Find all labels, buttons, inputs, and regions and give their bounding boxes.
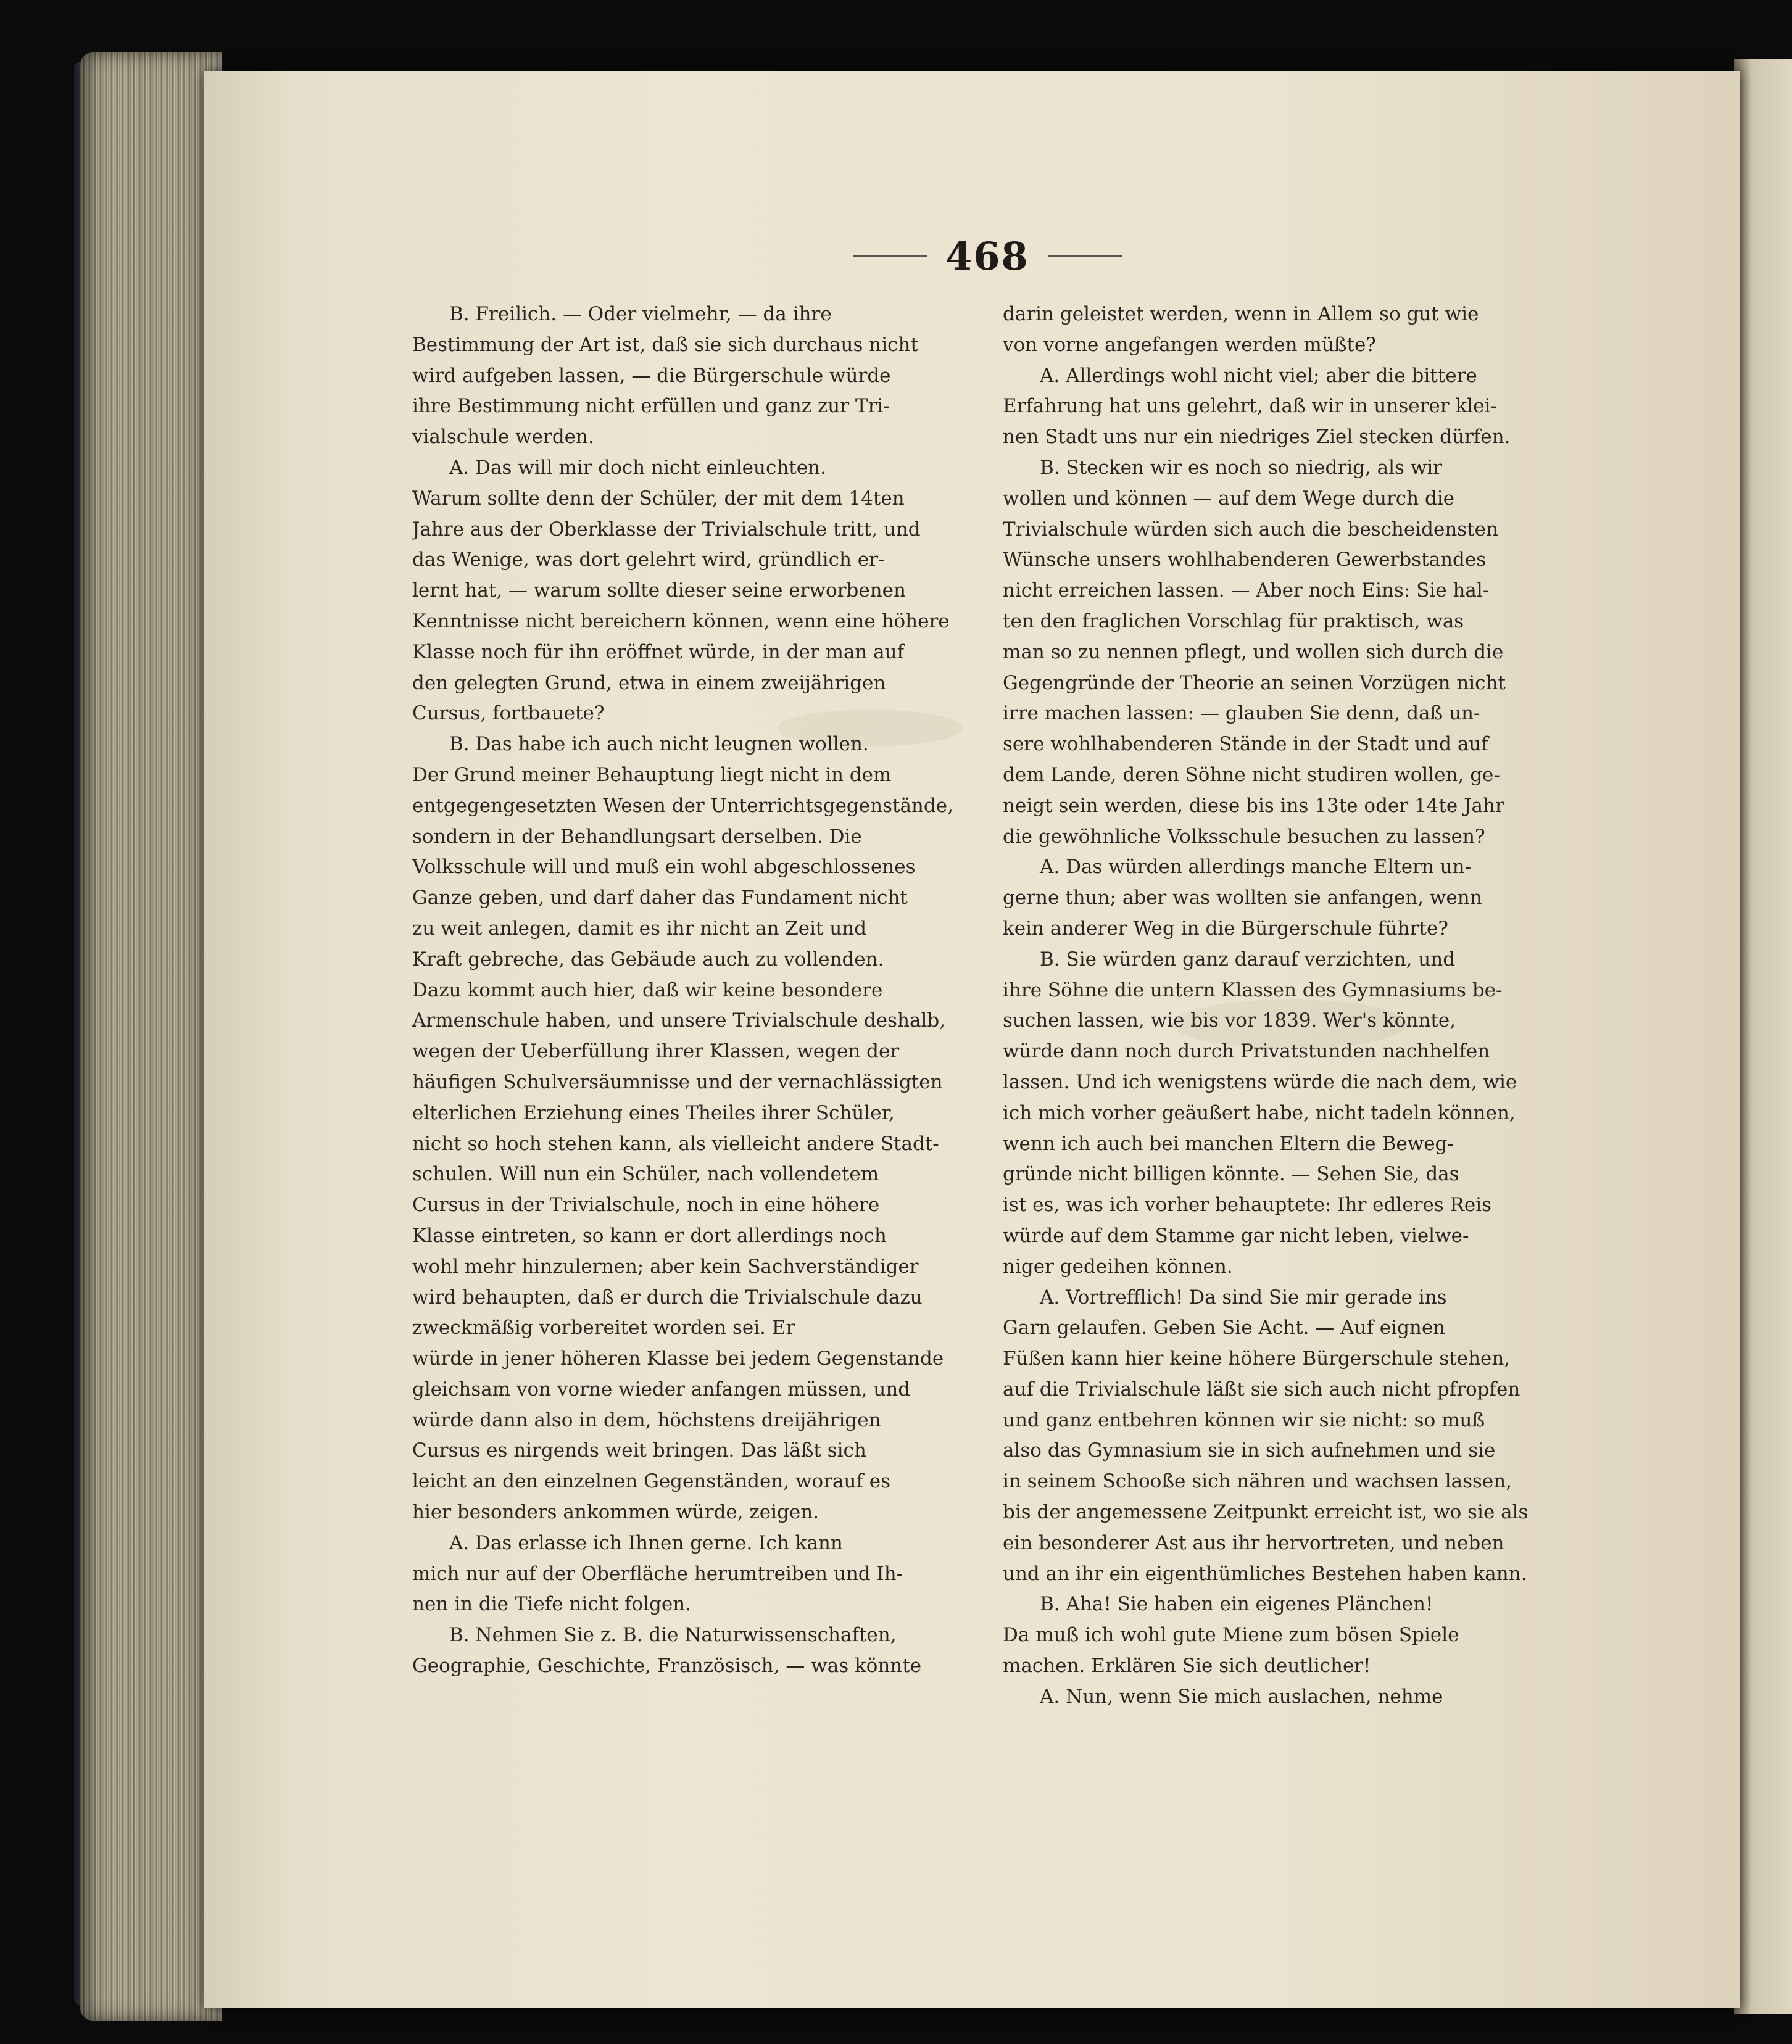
- text-line: wird aufgeben lassen, — die Bürgerschule würde: [412, 364, 891, 387]
- text-line: B. Nehmen Sie z. B. die Naturwissenschaften,: [449, 1624, 897, 1647]
- text-line: schulen. Will nun ein Schüler, nach vollendetem: [412, 1163, 879, 1186]
- text-line: Trivialschule würden sich auch die bescheidensten: [1003, 518, 1498, 540]
- text-line: das Wenige, was dort gelehrt wird, gründlich er-: [412, 548, 885, 571]
- text-line: den gelegten Grund, etwa in einem zweijährigen: [412, 671, 886, 694]
- text-line: Cursus es nirgends weit bringen. Das läßt sich: [412, 1439, 866, 1462]
- text-line: lernt hat, — warum sollte dieser seine erworbenen: [412, 579, 906, 602]
- facing-page-edge: [1734, 59, 1792, 2014]
- text-line: man so zu nennen pflegt, und wollen sich durch die: [1003, 640, 1504, 663]
- text-line: Der Grund meiner Behauptung liegt nicht in dem: [412, 763, 892, 786]
- text-line: Garn gelaufen. Geben Sie Acht. — Auf eignen: [1003, 1317, 1446, 1339]
- text-line: kein anderer Weg in die Bürgerschule führte?: [1003, 917, 1448, 940]
- text-line: suchen lassen, wie bis vor 1839. Wer's könnte,: [1003, 1009, 1456, 1032]
- text-line: A. Nun, wenn Sie mich auslachen, nehme: [1040, 1685, 1443, 1708]
- text-line: hier besonders ankommen würde, zeigen.: [412, 1501, 819, 1524]
- text-line: Füßen kann hier keine höhere Bürgerschule stehen,: [1003, 1347, 1511, 1370]
- text-line: Cursus in der Trivialschule, noch in eine höhere: [412, 1194, 880, 1217]
- text-line: gleichsam von vorne wieder anfangen müssen, und: [412, 1378, 911, 1401]
- page-header: [827, 231, 1148, 281]
- text-line: von vorne angefangen werden müßte?: [1003, 333, 1376, 356]
- text-line: zweckmäßig vorbereitet worden sei. Er: [412, 1317, 795, 1339]
- text-line: würde dann noch durch Privatstunden nachhelfen: [1003, 1040, 1490, 1063]
- text-line: die gewöhnliche Volksschule besuchen zu lassen?: [1003, 825, 1485, 848]
- text-line: also das Gymnasium sie in sich aufnehmen und sie: [1003, 1439, 1496, 1462]
- right-text-column: [1003, 299, 1555, 1713]
- text-line: gründe nicht billigen könnte. — Sehen Sie, das: [1003, 1163, 1459, 1186]
- page-stack-edge: [80, 52, 222, 2021]
- text-line: mich nur auf der Oberfläche herumtreiben und Ih-: [412, 1562, 903, 1585]
- text-line: irre machen lassen: — glauben Sie denn, daß un-: [1003, 702, 1480, 725]
- text-line: Kenntnisse nicht bereichern können, wenn eine höhere: [412, 610, 950, 632]
- text-line: würde auf dem Stamme gar nicht leben, vielwe-: [1003, 1224, 1469, 1247]
- text-line: ihre Bestimmung nicht erfüllen und ganz zur Tri-: [412, 395, 890, 418]
- text-line: in seinem Schooße sich nähren und wachsen lassen,: [1003, 1470, 1512, 1493]
- text-line: nen Stadt uns nur ein niedriges Ziel stecken dürfen.: [1003, 426, 1511, 449]
- text-line: leicht an den einzelnen Gegenständen, worauf es: [412, 1470, 891, 1493]
- text-line: ihre Söhne die untern Klassen des Gymnasiums be-: [1003, 979, 1503, 1001]
- text-line: wollen und können — auf dem Wege durch die: [1003, 487, 1455, 510]
- text-line: auf die Trivialschule läßt sie sich auch nicht pfropfen: [1003, 1378, 1520, 1401]
- text-line: Klasse noch für ihn eröffnet würde, in der man auf: [412, 640, 905, 663]
- text-line: wegen der Ueberfüllung ihrer Klassen, wegen der: [412, 1040, 900, 1063]
- text-line: Kraft gebreche, das Gebäude auch zu vollenden.: [412, 948, 884, 970]
- text-line: Cursus, fortbauete?: [412, 702, 605, 725]
- text-line: Warum sollte denn der Schüler, der mit dem 14ten: [412, 487, 905, 510]
- text-line: zu weit anlegen, damit es ihr nicht an Zeit und: [412, 917, 867, 940]
- text-line: Wünsche unsers wohlhabenderen Gewerbstandes: [1003, 548, 1487, 571]
- text-line: Ganze geben, und darf daher das Fundament nicht: [412, 887, 908, 909]
- text-line: Volksschule will und muß ein wohl abgeschlossenes: [412, 856, 916, 879]
- text-line: darin geleistet werden, wenn in Allem so gut wie: [1003, 303, 1479, 325]
- text-line: ist es, was ich vorher behauptete: Ihr edleres Reis: [1003, 1194, 1492, 1217]
- text-line: vialschule werden.: [412, 426, 594, 449]
- text-line: Armenschule haben, und unsere Trivialschule deshalb,: [412, 1009, 946, 1032]
- left-text-column: [412, 299, 968, 1682]
- text-line: wird behaupten, daß er durch die Trivialschule dazu: [412, 1286, 923, 1309]
- text-line: Gegengründe der Theorie an seinen Vorzügen nicht: [1003, 671, 1506, 694]
- text-line: elterlichen Erziehung eines Theiles ihrer Schüler,: [412, 1101, 895, 1124]
- text-line: dem Lande, deren Söhne nicht studiren wollen, ge-: [1003, 763, 1500, 786]
- text-line: sere wohlhabenderen Stände in der Stadt und auf: [1003, 733, 1488, 756]
- text-line: Dazu kommt auch hier, daß wir keine besondere: [412, 979, 883, 1001]
- text-line: neigt sein werden, diese bis ins 13te oder 14te Jahr: [1003, 794, 1504, 817]
- text-line: A. Allerdings wohl nicht viel; aber die bittere: [1040, 364, 1477, 387]
- text-line: nen in die Tiefe nicht folgen.: [412, 1593, 692, 1616]
- text-line: B. Freilich. — Oder vielmehr, — da ihre: [449, 303, 832, 325]
- text-line: ein besonderer Ast aus ihr hervortreten, und neben: [1003, 1531, 1504, 1554]
- text-line: Klasse eintreten, so kann er dort allerdings noch: [412, 1224, 887, 1247]
- text-line: und ganz entbehren können wir sie nicht: so muß: [1003, 1409, 1485, 1431]
- text-line: A. Das will mir doch nicht einleuchten.: [449, 456, 826, 479]
- text-line: A. Das würden allerdings manche Eltern un-: [1040, 856, 1472, 879]
- page-number: 468: [945, 233, 1029, 279]
- text-line: gerne thun; aber was wollten sie anfangen, wenn: [1003, 887, 1482, 909]
- text-line: B. Sie würden ganz darauf verzichten, und: [1040, 948, 1456, 970]
- text-line: B. Aha! Sie haben ein eigenes Plänchen!: [1040, 1593, 1433, 1616]
- header-rule-right: [1048, 255, 1122, 257]
- text-line: ich mich vorher geäußert habe, nicht tadeln können,: [1003, 1101, 1516, 1124]
- text-line: Da muß ich wohl gute Miene zum bösen Spiele: [1003, 1624, 1459, 1647]
- text-line: Erfahrung hat uns gelehrt, daß wir in unserer klei-: [1003, 395, 1497, 418]
- text-line: häufigen Schulversäumnisse und der vernachlässigten: [412, 1070, 943, 1093]
- text-line: und an ihr ein eigenthümliches Bestehen haben kann.: [1003, 1562, 1527, 1585]
- text-line: Bestimmung der Art ist, daß sie sich durchaus nicht: [412, 333, 918, 356]
- text-line: ten den fraglichen Vorschlag für praktisch, was: [1003, 610, 1464, 632]
- header-rule-left: [853, 255, 927, 257]
- text-line: A. Vortrefflich! Da sind Sie mir gerade ins: [1040, 1286, 1447, 1309]
- text-line: A. Das erlasse ich Ihnen gerne. Ich kann: [449, 1531, 843, 1554]
- text-line: machen. Erklären Sie sich deutlicher!: [1003, 1655, 1371, 1678]
- text-line: entgegengesetzten Wesen der Unterrichtsgegenstände,: [412, 794, 953, 817]
- text-line: niger gedeihen können.: [1003, 1255, 1233, 1278]
- text-line: B. Stecken wir es noch so niedrig, als wir: [1040, 456, 1443, 479]
- text-line: B. Das habe ich auch nicht leugnen wollen.: [449, 733, 869, 756]
- text-line: würde in jener höheren Klasse bei jedem Gegenstande: [412, 1347, 944, 1370]
- text-line: lassen. Und ich wenigstens würde die nach dem, wie: [1003, 1070, 1517, 1093]
- text-line: Jahre aus der Oberklasse der Trivialschule tritt, und: [412, 518, 921, 540]
- text-line: würde dann also in dem, höchstens dreijährigen: [412, 1409, 881, 1431]
- text-line: nicht so hoch stehen kann, als vielleicht andere Stadt-: [412, 1132, 939, 1155]
- text-line: nicht erreichen lassen. — Aber noch Eins: Sie hal-: [1003, 579, 1490, 602]
- text-line: sondern in der Behandlungsart derselben. Die: [412, 825, 862, 848]
- text-line: wenn ich auch bei manchen Eltern die Beweg-: [1003, 1132, 1454, 1155]
- text-line: wohl mehr hinzulernen; aber kein Sachverständiger: [412, 1255, 919, 1278]
- text-line: bis der angemessene Zeitpunkt erreicht ist, wo sie als: [1003, 1501, 1529, 1524]
- text-line: Geographie, Geschichte, Französisch, — was könnte: [412, 1655, 922, 1678]
